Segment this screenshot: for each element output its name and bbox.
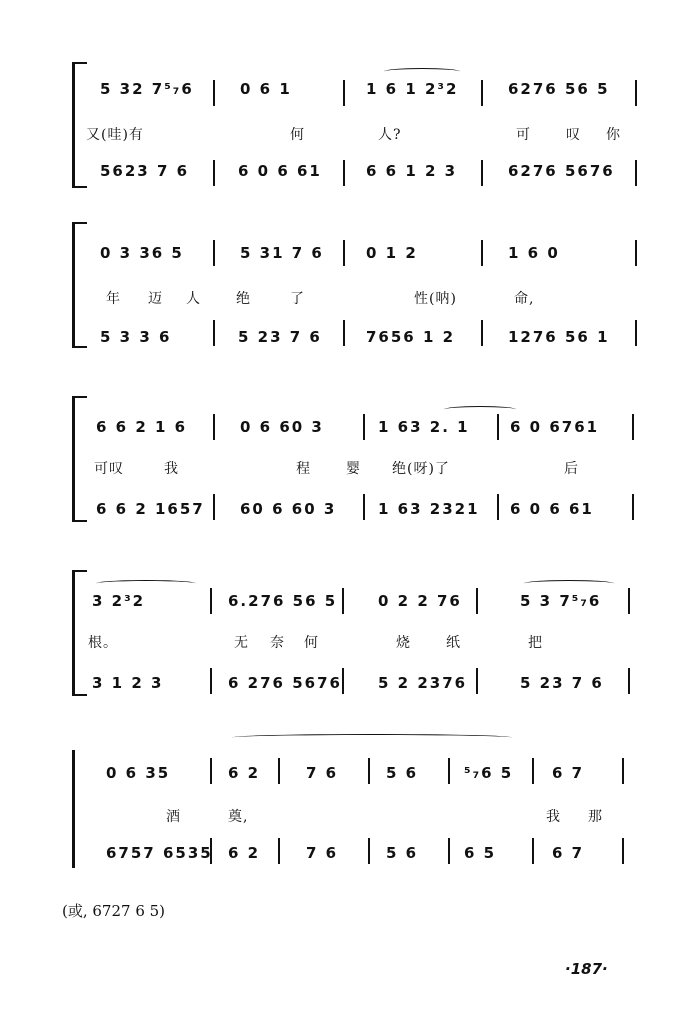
- melody-measure: 6 2: [228, 764, 261, 782]
- slur: [444, 406, 516, 413]
- barline: [635, 160, 637, 186]
- system-bracket: [72, 62, 87, 188]
- lyric: 又(哇)有: [86, 127, 144, 143]
- accomp-measure: 7656 1 2: [366, 328, 456, 346]
- accomp-measure: 6 0 6 61: [238, 162, 322, 180]
- barline: [632, 414, 634, 440]
- lyric: 我: [164, 461, 179, 477]
- barline: [448, 758, 450, 784]
- variant-footnote: (或, 6727 6 5): [62, 902, 166, 920]
- lyric: 酒: [166, 809, 181, 825]
- barline: [210, 588, 212, 614]
- slur: [232, 734, 512, 741]
- lyric: 叹: [566, 127, 581, 143]
- barline: [497, 494, 499, 520]
- barline: [213, 240, 215, 266]
- accomp-measure: 6 5: [464, 844, 497, 862]
- barline: [635, 320, 637, 346]
- lyric: 何: [290, 127, 305, 143]
- barline: [363, 414, 365, 440]
- accomp-measure: 6 6 2 1657: [96, 500, 205, 518]
- melody-measure: 6276 56 5: [508, 80, 610, 98]
- barline: [476, 588, 478, 614]
- lyric: 无: [234, 635, 249, 651]
- melody-measure: 7 6: [306, 764, 339, 782]
- lyric: 奈: [270, 635, 285, 651]
- lyric: 后: [564, 461, 579, 477]
- barline: [635, 80, 637, 106]
- lyric: 可: [516, 127, 531, 143]
- accomp-measure: 6 2: [228, 844, 261, 862]
- barline: [632, 494, 634, 520]
- accomp-measure: 5 3 3 6: [100, 328, 172, 346]
- system-bracket: [72, 222, 87, 348]
- lyric: 那: [588, 809, 603, 825]
- lyric: 可叹: [94, 461, 124, 477]
- lyric: 程: [296, 461, 311, 477]
- accomp-measure: 6 276 5676: [228, 674, 342, 692]
- barline: [363, 494, 365, 520]
- barline: [481, 320, 483, 346]
- lyric: 我: [546, 809, 561, 825]
- lyric: 年: [106, 291, 121, 307]
- melody-measure: 6.276 56 5: [228, 592, 338, 610]
- accomp-measure: 1276 56 1: [508, 328, 610, 346]
- slur: [524, 580, 614, 587]
- melody-measure: 1 6 0: [508, 244, 560, 262]
- accomp-measure: 6 0 6 61: [510, 500, 594, 518]
- accomp-measure: 5 6: [386, 844, 419, 862]
- melody-measure: 5 31 7 6: [240, 244, 324, 262]
- accomp-measure: 5 23 7 6: [238, 328, 322, 346]
- barline: [210, 758, 212, 784]
- accomp-measure: 5 2 2376: [378, 674, 468, 692]
- barline: [343, 240, 345, 266]
- lyric: 人?: [378, 127, 402, 143]
- barline: [532, 758, 534, 784]
- slur: [384, 68, 460, 75]
- melody-measure: 0 1 2: [366, 244, 418, 262]
- melody-measure: 6 0 6761: [510, 418, 600, 436]
- barline: [622, 758, 624, 784]
- barline: [343, 80, 345, 106]
- barline: [532, 838, 534, 864]
- barline: [278, 838, 280, 864]
- barline: [628, 668, 630, 694]
- melody-measure: 1 6 1 2³2: [366, 80, 459, 98]
- barline: [343, 160, 345, 186]
- melody-measure: 0 6 35: [106, 764, 171, 782]
- page-number: ·187·: [565, 960, 608, 978]
- melody-measure: 0 6 1: [240, 80, 292, 98]
- melody-measure: 5 32 7⁵₇6: [100, 80, 194, 98]
- lyric: 人: [186, 291, 201, 307]
- lyric: 奠,: [228, 809, 249, 825]
- accomp-measure: 6 6 1 2 3: [366, 162, 458, 180]
- lyric: 纸: [446, 635, 461, 651]
- slur: [96, 580, 196, 587]
- accomp-measure: 60 6 60 3: [240, 500, 337, 518]
- barline: [368, 758, 370, 784]
- barline: [213, 320, 215, 346]
- system-bracket: [72, 570, 87, 696]
- accomp-measure: 3 1 2 3: [92, 674, 164, 692]
- barline: [448, 838, 450, 864]
- barline: [210, 668, 212, 694]
- lyric: 你: [606, 127, 621, 143]
- melody-measure: 0 3 36 5: [100, 244, 184, 262]
- barline: [635, 240, 637, 266]
- system-bracket: [72, 396, 87, 522]
- melody-measure: 3 2³2: [92, 592, 146, 610]
- barline: [278, 758, 280, 784]
- barline: [368, 838, 370, 864]
- barline: [342, 588, 344, 614]
- system-bracket: [72, 750, 87, 868]
- melody-measure: 5 3 7⁵₇6: [520, 592, 602, 610]
- lyric: 何: [304, 635, 319, 651]
- barline: [343, 320, 345, 346]
- accomp-measure: 6 7: [552, 844, 585, 862]
- barline: [213, 414, 215, 440]
- accomp-measure: 6757 6535: [106, 844, 213, 862]
- barline: [481, 240, 483, 266]
- barline: [213, 494, 215, 520]
- melody-measure: 0 6 60 3: [240, 418, 324, 436]
- barline: [497, 414, 499, 440]
- lyric: 绝(呀)了: [392, 461, 450, 477]
- lyric: 了: [290, 291, 305, 307]
- barline: [622, 838, 624, 864]
- accomp-measure: 1 63 2321: [378, 500, 480, 518]
- barline: [342, 668, 344, 694]
- accomp-measure: 6276 5676: [508, 162, 615, 180]
- melody-measure: 5 6: [386, 764, 419, 782]
- melody-measure: ⁵₇6 5: [464, 764, 514, 782]
- lyric: 婴: [346, 461, 361, 477]
- barline: [628, 588, 630, 614]
- lyric: 绝: [236, 291, 251, 307]
- melody-measure: 0 2 2 76: [378, 592, 462, 610]
- lyric: 烧: [396, 635, 411, 651]
- lyric: 迈: [148, 291, 163, 307]
- accomp-measure: 5623 7 6: [100, 162, 190, 180]
- barline: [213, 80, 215, 106]
- melody-measure: 6 6 2 1 6: [96, 418, 188, 436]
- accomp-measure: 5 23 7 6: [520, 674, 604, 692]
- lyric: 把: [528, 635, 543, 651]
- barline: [476, 668, 478, 694]
- barline: [481, 160, 483, 186]
- lyric: 命,: [514, 291, 535, 307]
- lyric: 根。: [88, 635, 118, 651]
- melody-measure: 6 7: [552, 764, 585, 782]
- barline: [213, 160, 215, 186]
- barline: [481, 80, 483, 106]
- melody-measure: 1 63 2. 1: [378, 418, 470, 436]
- accomp-measure: 7 6: [306, 844, 339, 862]
- lyric: 性(呐): [414, 291, 457, 307]
